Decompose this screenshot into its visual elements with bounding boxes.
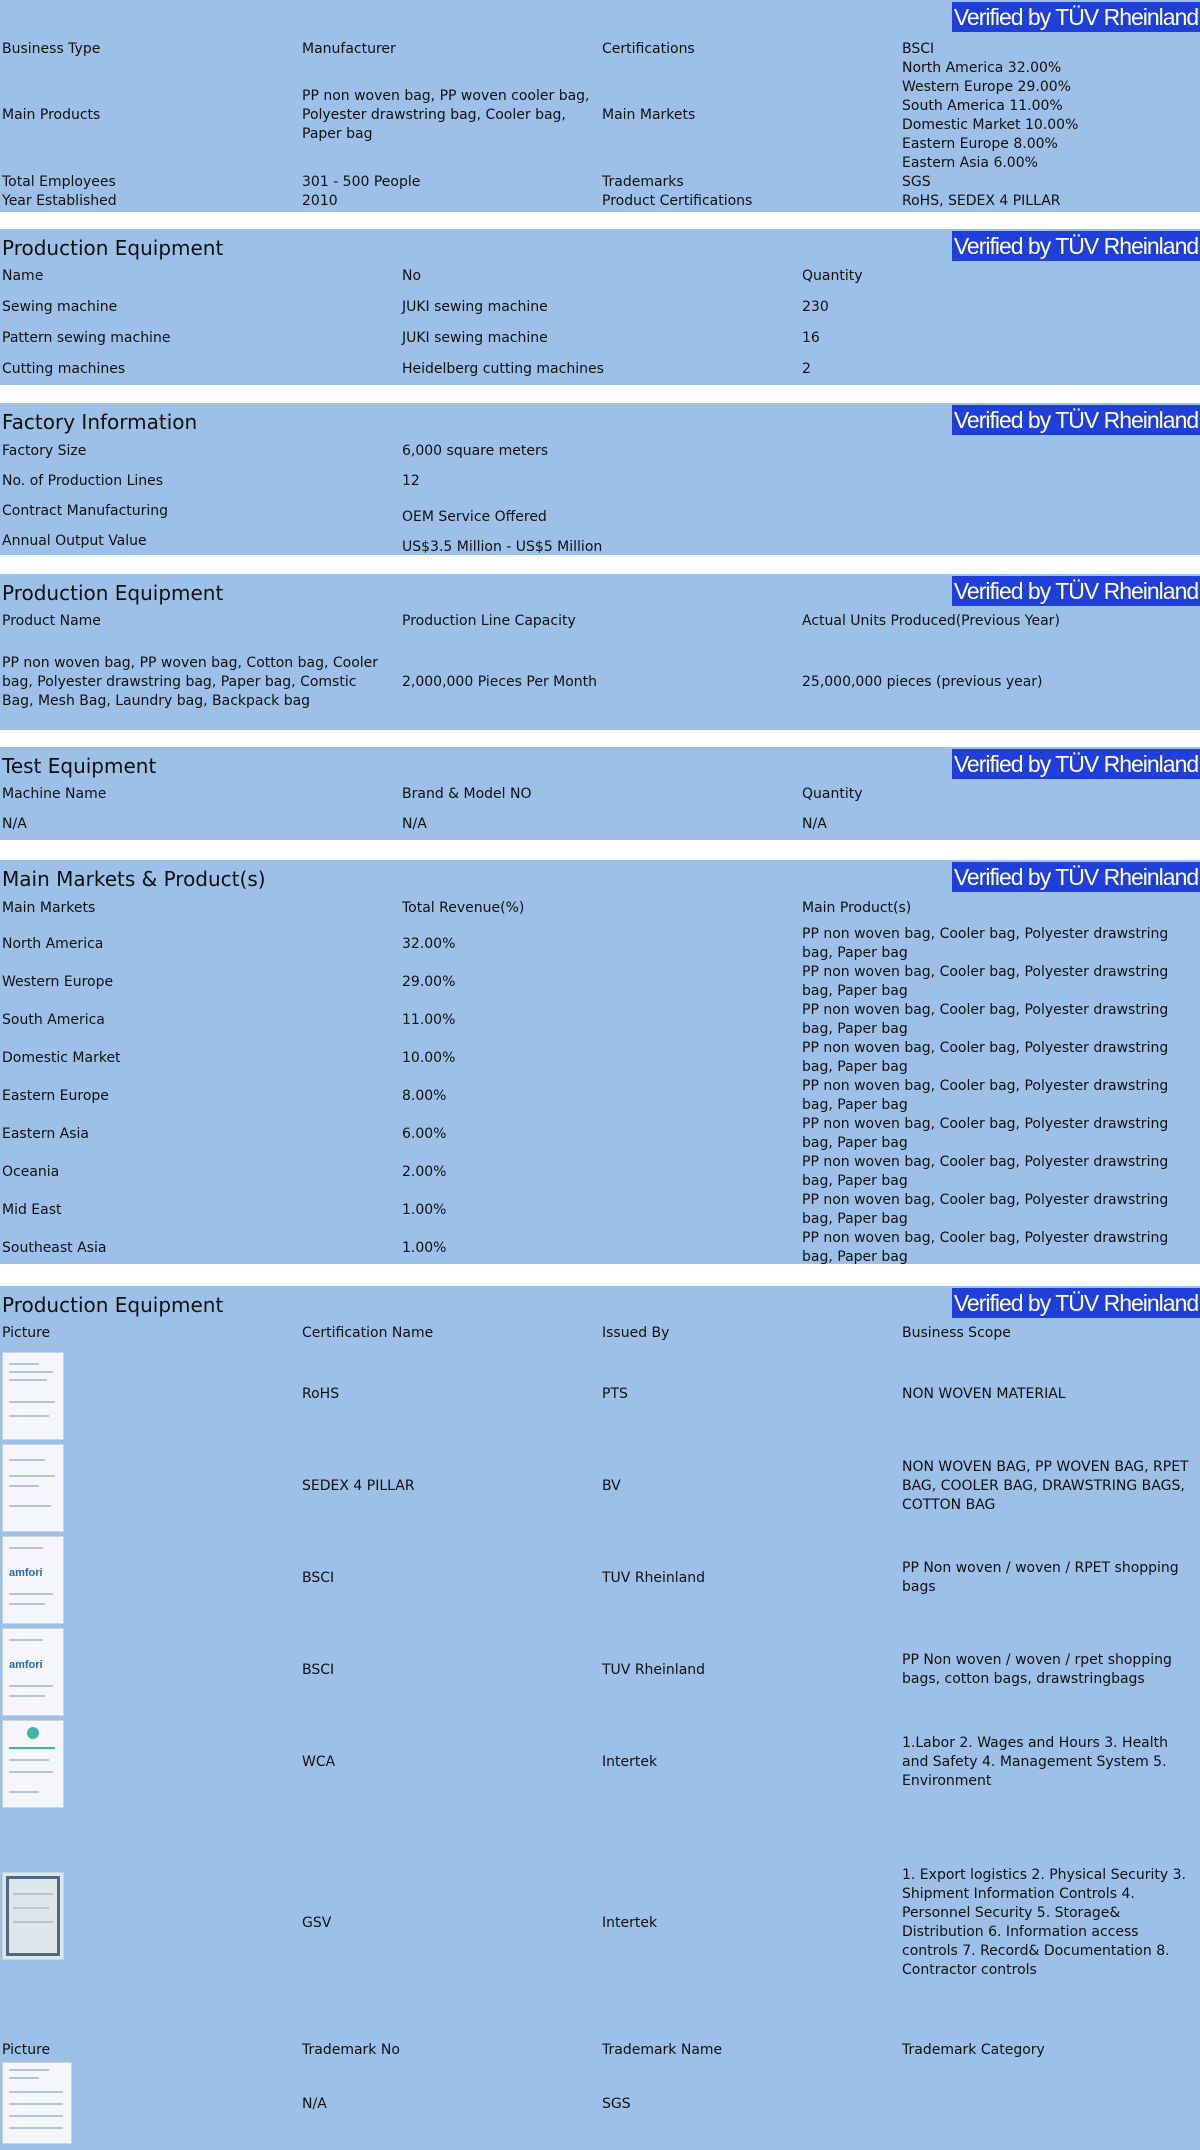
test-equipment-section xyxy=(0,747,1200,840)
column-header: No xyxy=(402,268,422,284)
market-name: Southeast Asia xyxy=(2,1240,107,1256)
section-title: Test Equipment xyxy=(2,754,157,778)
market-name: Domestic Market xyxy=(2,1050,121,1066)
market-line: Eastern Asia 6.00% xyxy=(902,155,1038,171)
cert-name: GSV xyxy=(302,1915,332,1931)
column-header: Main Markets xyxy=(2,900,96,916)
total-employees-label: Total Employees xyxy=(2,174,116,190)
product-certifications-value: RoHS, SEDEX 4 PILLAR xyxy=(902,193,1061,209)
certifications-section xyxy=(0,1286,1200,2150)
verified-badge: Verified by TÜV Rheinland xyxy=(953,407,1199,433)
table-cell: JUKI sewing machine xyxy=(402,299,548,315)
units-produced-value: 25,000,000 pieces (previous year) xyxy=(802,674,1043,690)
trademarks-value: SGS xyxy=(902,174,931,190)
business-type-label: Business Type xyxy=(2,41,101,57)
column-header: Total Revenue(%) xyxy=(402,900,525,916)
cert-issuer: Intertek xyxy=(602,1915,658,1931)
contract-manufacturing-value: OEM Service Offered xyxy=(402,509,547,525)
market-revenue: 2.00% xyxy=(402,1164,447,1180)
cert-scope: NON WOVEN MATERIAL xyxy=(902,1386,1066,1402)
cert-issuer: PTS xyxy=(602,1386,628,1402)
trademark-name: SGS xyxy=(602,2096,631,2112)
certificate-thumbnail[interactable] xyxy=(2,1720,64,1808)
certificate-thumbnail[interactable] xyxy=(2,1444,64,1532)
market-line: South America 11.00% xyxy=(902,98,1063,114)
table-cell: JUKI sewing machine xyxy=(402,330,548,346)
column-header: Machine Name xyxy=(2,786,107,802)
production-capacity-section xyxy=(0,574,1200,730)
cert-scope: PP Non woven / woven / rpet shopping bags, cotton bags, drawstringbags xyxy=(902,1652,1172,1687)
verified-badge: Verified by TÜV Rheinland xyxy=(953,864,1199,890)
total-employees-value: 301 - 500 People xyxy=(302,174,421,190)
column-header: Trademark No xyxy=(302,2042,400,2058)
column-header: Issued By xyxy=(602,1325,670,1341)
market-line: Domestic Market 10.00% xyxy=(902,117,1079,133)
market-name: Eastern Europe xyxy=(2,1088,109,1104)
certifications-value: BSCI xyxy=(902,41,935,57)
table-cell: 230 xyxy=(802,299,829,315)
section-title: Production Equipment xyxy=(2,581,224,605)
certificate-thumbnail[interactable] xyxy=(2,1628,64,1716)
market-revenue: 11.00% xyxy=(402,1012,456,1028)
line-capacity-value: 2,000,000 Pieces Per Month xyxy=(402,674,598,690)
trademark-thumbnail[interactable] xyxy=(2,2062,72,2144)
table-cell: Sewing machine xyxy=(2,299,118,315)
market-products: PP non woven bag, Cooler bag, Polyester drawstring bag, Paper bag xyxy=(802,1230,1169,1265)
market-revenue: 10.00% xyxy=(402,1050,456,1066)
market-name: Oceania xyxy=(2,1164,60,1180)
market-products: PP non woven bag, Cooler bag, Polyester drawstring bag, Paper bag xyxy=(802,1040,1169,1075)
table-cell: Pattern sewing machine xyxy=(2,330,171,346)
cert-scope: 1.Labor 2. Wages and Hours 3. Health and Safety 4. Management System 5. Environment xyxy=(902,1735,1169,1789)
factory-size-value: 6,000 square meters xyxy=(402,443,549,459)
cert-issuer: TUV Rheinland xyxy=(602,1662,706,1678)
certificate-thumbnail[interactable] xyxy=(2,1872,64,1960)
column-header: Picture xyxy=(2,1325,51,1341)
verified-badge: Verified by TÜV Rheinland xyxy=(953,4,1199,30)
cert-name: WCA xyxy=(302,1754,336,1770)
cert-name: BSCI xyxy=(302,1662,335,1678)
factory-information-section xyxy=(0,403,1200,555)
market-products: PP non woven bag, Cooler bag, Polyester drawstring bag, Paper bag xyxy=(802,1154,1169,1189)
market-name: Mid East xyxy=(2,1202,62,1218)
column-header: Picture xyxy=(2,2042,51,2058)
production-lines-label: No. of Production Lines xyxy=(2,473,164,489)
contract-manufacturing-label: Contract Manufacturing xyxy=(2,503,169,519)
market-revenue: 29.00% xyxy=(402,974,456,990)
amfori-logo: amfori xyxy=(9,1659,43,1671)
cert-issuer: TUV Rheinland xyxy=(602,1570,706,1586)
market-name: South America xyxy=(2,1012,105,1028)
product-certifications-label: Product Certifications xyxy=(602,193,753,209)
market-name: Western Europe xyxy=(2,974,114,990)
column-header: Quantity xyxy=(802,786,863,802)
market-products: PP non woven bag, Cooler bag, Polyester drawstring bag, Paper bag xyxy=(802,1192,1169,1227)
cert-name: BSCI xyxy=(302,1570,335,1586)
product-name-value: PP non woven bag, PP woven bag, Cotton bag, Cooler bag, Polyester drawstring bag, Paper bag, Comstic Bag, Mesh Bag, Laundry bag, Backpack bag xyxy=(2,655,379,709)
verified-badge: Verified by TÜV Rheinland xyxy=(953,578,1199,604)
main-markets-list xyxy=(902,59,1078,173)
market-products: PP non woven bag, Cooler bag, Polyester drawstring bag, Paper bag xyxy=(802,1078,1169,1113)
cert-issuer: BV xyxy=(602,1478,621,1494)
main-products-value: PP non woven bag, PP woven cooler bag, Polyester drawstring bag, Cooler bag, Paper bag xyxy=(302,88,590,142)
main-markets-label: Main Markets xyxy=(602,107,696,123)
market-name: Eastern Asia xyxy=(2,1126,89,1142)
trademarks-label: Trademarks xyxy=(602,174,684,190)
table-cell: 2 xyxy=(802,361,811,377)
certificate-thumbnail[interactable] xyxy=(2,1536,64,1624)
market-line: North America 32.00% xyxy=(902,60,1062,76)
column-header: Production Line Capacity xyxy=(402,613,576,629)
table-cell: N/A xyxy=(802,816,827,832)
market-products: PP non woven bag, Cooler bag, Polyester drawstring bag, Paper bag xyxy=(802,1116,1169,1151)
column-header: Main Product(s) xyxy=(802,900,912,916)
certificate-thumbnail[interactable] xyxy=(2,1352,64,1440)
year-established-label: Year Established xyxy=(2,193,117,209)
factory-size-label: Factory Size xyxy=(2,443,87,459)
production-equipment-section xyxy=(0,229,1200,385)
verified-badge: Verified by TÜV Rheinland xyxy=(953,751,1199,777)
column-header: Trademark Category xyxy=(902,2042,1045,2058)
cert-name: RoHS xyxy=(302,1386,340,1402)
table-cell: N/A xyxy=(402,816,427,832)
annual-output-label: Annual Output Value xyxy=(2,533,147,549)
column-header: Product Name xyxy=(2,613,101,629)
amfori-logo: amfori xyxy=(9,1567,43,1579)
year-established-value: 2010 xyxy=(302,193,338,209)
table-cell: 16 xyxy=(802,330,820,346)
market-revenue: 6.00% xyxy=(402,1126,447,1142)
market-revenue: 1.00% xyxy=(402,1202,447,1218)
cert-scope: NON WOVEN BAG, PP WOVEN BAG, RPET BAG, COOLER BAG, DRAWSTRING BAGS, COTTON BAG xyxy=(902,1459,1189,1513)
main-products-label: Main Products xyxy=(2,107,101,123)
market-name: North America xyxy=(2,936,104,952)
business-type-value: Manufacturer xyxy=(302,41,396,57)
annual-output-value: US$3.5 Million - US$5 Million xyxy=(402,539,603,555)
certifications-label: Certifications xyxy=(602,41,695,57)
table-cell: N/A xyxy=(2,816,27,832)
main-markets-section xyxy=(0,860,1200,1264)
market-revenue: 32.00% xyxy=(402,936,456,952)
column-header: Actual Units Produced(Previous Year) xyxy=(802,613,1060,629)
market-products: PP non woven bag, Cooler bag, Polyester drawstring bag, Paper bag xyxy=(802,926,1169,961)
column-header: Business Scope xyxy=(902,1325,1011,1341)
cert-issuer: Intertek xyxy=(602,1754,658,1770)
verified-badge: Verified by TÜV Rheinland xyxy=(953,233,1199,259)
market-products: PP non woven bag, Cooler bag, Polyester drawstring bag, Paper bag xyxy=(802,964,1169,999)
column-header: Certification Name xyxy=(302,1325,434,1341)
verified-badge: Verified by TÜV Rheinland xyxy=(953,1290,1199,1316)
market-line: Eastern Europe 8.00% xyxy=(902,136,1058,152)
table-cell: Heidelberg cutting machines xyxy=(402,361,604,377)
company-info-section xyxy=(0,0,1200,212)
section-title: Main Markets & Product(s) xyxy=(2,867,266,891)
market-revenue: 8.00% xyxy=(402,1088,447,1104)
production-lines-value: 12 xyxy=(402,473,420,489)
column-header: Trademark Name xyxy=(602,2042,723,2058)
market-line: Western Europe 29.00% xyxy=(902,79,1071,95)
column-header: Quantity xyxy=(802,268,863,284)
section-title: Production Equipment xyxy=(2,1293,224,1317)
market-products: PP non woven bag, Cooler bag, Polyester drawstring bag, Paper bag xyxy=(802,1002,1169,1037)
market-revenue: 1.00% xyxy=(402,1240,447,1256)
cert-name: SEDEX 4 PILLAR xyxy=(302,1478,415,1494)
section-title: Factory Information xyxy=(2,410,198,434)
column-header: Name xyxy=(2,268,44,284)
table-cell: Cutting machines xyxy=(2,361,126,377)
cert-scope: PP Non woven / woven / RPET shopping bags xyxy=(902,1560,1179,1595)
cert-scope: 1. Export logistics 2. Physical Security 3. Shipment Information Controls 4. Personnel Security 5. Storage& Distribution 6. Information access controls 7. Record& Documentation 8. Contractor controls xyxy=(902,1867,1186,1978)
column-header: Brand & Model NO xyxy=(402,786,532,802)
section-title: Production Equipment xyxy=(2,236,224,260)
trademark-no: N/A xyxy=(302,2096,327,2112)
